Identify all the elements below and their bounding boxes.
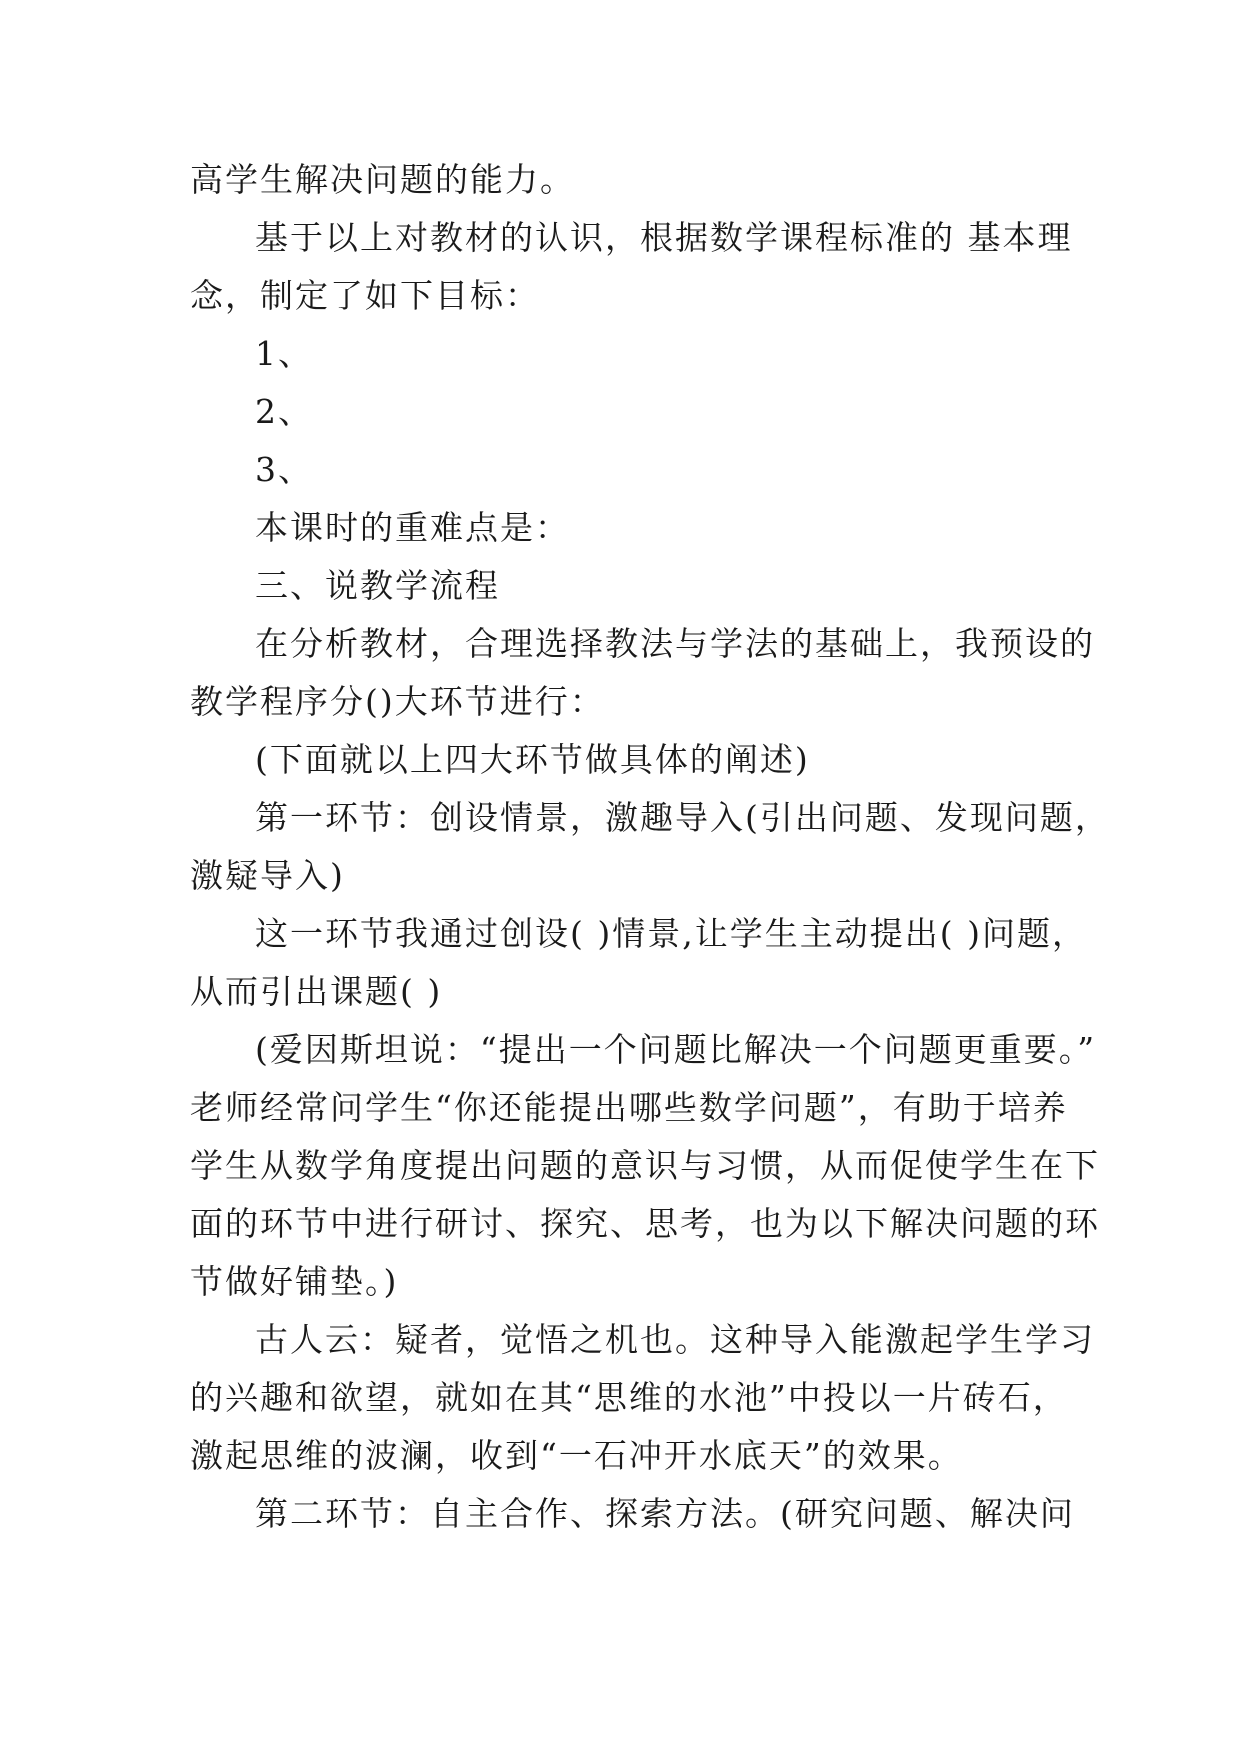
text-line: 这一环节我通过创设( )情景,让学生主动提出( )问题， xyxy=(255,914,1087,953)
text-line: 古人云：疑者，觉悟之机也。这种导入能激起学生学习 xyxy=(255,1320,1095,1359)
list-item-number: 3、 xyxy=(255,450,313,489)
text-line: 学生从数学角度提出问题的意识与习惯，从而促使学生在下 xyxy=(190,1146,1100,1185)
text-line: 面的环节中进行研讨、探究、思考，也为以下解决问题的环 xyxy=(190,1204,1100,1243)
text-line: 从而引出课题( ) xyxy=(190,972,443,1011)
text-line: 老师经常问学生“你还能提出哪些数学问题”，有助于培养 xyxy=(190,1088,1068,1127)
text-line: 本课时的重难点是： xyxy=(255,508,570,547)
text-line: (爱因斯坦说：“提出一个问题比解决一个问题更重要。” xyxy=(255,1030,1097,1069)
text-line: 的兴趣和欲望，就如在其“思维的水池”中投以一片砖石， xyxy=(190,1378,1068,1417)
text-line: (下面就以上四大环节做具体的阐述) xyxy=(255,740,810,779)
text-line: 基于以上对教材的认识，根据数学课程标准的 基本理 xyxy=(255,218,1073,257)
list-item-number: 1、 xyxy=(255,334,313,373)
step-heading: 第一环节：创设情景，激趣导入(引出问题、发现问题， xyxy=(255,798,1110,837)
step-heading: 第二环节：自主合作、探索方法。(研究问题、解决问 xyxy=(255,1494,1075,1533)
section-heading: 三、说教学流程 xyxy=(255,566,500,605)
text-line: 高学生解决问题的能力。 xyxy=(190,160,575,199)
text-line: 念，制定了如下目标： xyxy=(190,276,540,315)
text-line: 激起思维的波澜，收到“一石冲开水底天”的效果。 xyxy=(190,1436,963,1475)
list-item-number: 2、 xyxy=(255,392,313,431)
text-line: 节做好铺垫。) xyxy=(190,1262,399,1301)
text-line: 在分析教材，合理选择教法与学法的基础上，我预设的 xyxy=(255,624,1095,663)
text-line: 激疑导入) xyxy=(190,856,345,895)
text-line: 教学程序分()大环节进行： xyxy=(190,682,605,721)
